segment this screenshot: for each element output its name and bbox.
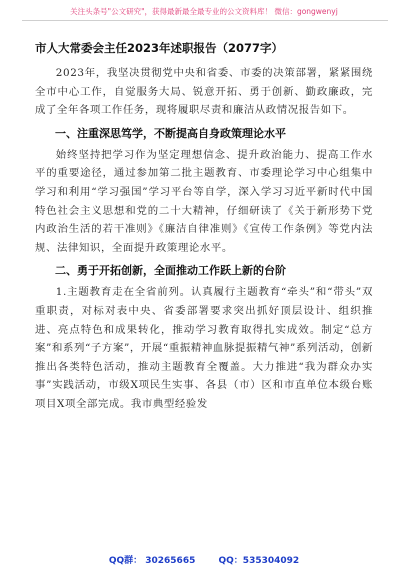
document-title: 市人大常委会主任2023年述职报告（2077字） <box>35 41 284 55</box>
document-body <box>35 40 373 414</box>
section2-paragraph: 1.主题教育走在全省前列。认真履行主题教育“牵头”和“带头”双重职责，对标对表中央、省委部署要求突出抓好顶层设计、组织推进、亮点特色和成果转化，推动学习教育取得扎实成效。制定“总方案”和系列“子方案”，开展“重振精神血脉提振精气神”系列活动，创新推出各类特色活动，推动主题教育全覆盖。大力推进“我为群众办实事”实践活动，市级X项民生实事、各县（市）区和市直单位本级台账项目X项全部完成。我市典型经验发 <box>35 286 373 410</box>
intro-paragraph: 2023年，我坚决贯彻党中央和省委、市委的决策部署，紧紧围绕全市中心工作，自觉服务大局、锐意开拓、勇于创新、勤政廉政，完成了全年各项工作任务，现将履职尽责和廉洁从政情况报告如下。 <box>35 67 373 117</box>
footer-qq: QQ：535304092 <box>218 556 300 566</box>
section1-paragraph: 始终坚持把学习作为坚定理想信念、提升政治能力、提高工作水平的重要途径，通过参加第二批主题教育、市委理论学习中心组集中学习和利用“学习强国”学习平台等自学，深入学习习近平新时代中国特色社会主义思想和党的二十大精神，仔细研读了《关于新形势下党内政治生活的若干准则》《廉洁自律准则》《宣传工作条例》等党内法规、法律知识，全面提升政策理论水平。 <box>35 148 373 254</box>
header-banner: 关注头条号"公文研究"，获得最新最全最专业的公文资料库！ 微信：gongwenyj <box>70 7 338 16</box>
header-divider <box>22 20 388 21</box>
footer-contact <box>0 553 408 566</box>
section1-heading: 一、注重深思笃学，不断提高自身政策理论水平 <box>55 126 286 140</box>
section2-heading: 二、勇于开拓创新，全面推动工作跃上新的台阶 <box>55 264 286 278</box>
footer-qq-group: QQ群： 30265665 <box>108 556 196 566</box>
